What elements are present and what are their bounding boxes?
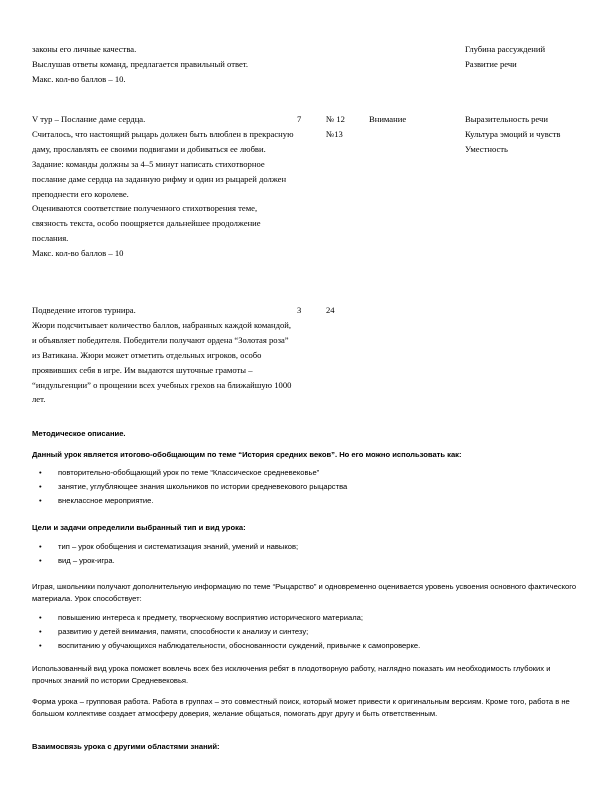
text-line: законы его личные качества.	[32, 44, 137, 54]
list-item: • воспитанию у обучающихся наблюдательности, обоснованности суждений, привычке к самопроверке.	[32, 640, 580, 652]
task-description-cell	[32, 112, 294, 261]
bullet-icon: •	[39, 481, 42, 491]
row-title: Подведение итогов турнира.	[32, 305, 136, 315]
intro-paragraph: Данный урок является итогово-обобщающим по теме “История средних веков”. Но его можно использовать как:	[32, 450, 462, 459]
task-description-cell	[32, 303, 294, 407]
list-item: • занятие, углубляющее знания школьников по истории средневекового рыцарства	[32, 481, 580, 493]
points-line: Макс. кол-во баллов – 10.	[32, 73, 126, 84]
skill-item: Развитие речи	[465, 58, 517, 69]
points-line: Макс. кол-во баллов – 10	[32, 248, 124, 259]
play-paragraph: Играя, школьники получают дополнительную информацию по теме “Рыцарство” и одновременно оценивается уровень усвоения основного фактического материала. Урок способствует:	[32, 582, 577, 604]
list-item: • тип – урок обобщения и систематизация знаний, умений и навыков;	[32, 541, 580, 553]
text-line: Считалось, что настоящий рыцарь должен быть влюблен в прекрасную даму, прославлять ее своими подвигами и добиваться ее любви.	[32, 128, 294, 154]
bullet-icon: •	[39, 495, 42, 505]
links-heading: Взаимосвязь урока с другими областями знаний:	[32, 742, 220, 751]
bullet-icon: •	[39, 640, 42, 650]
uses-list	[32, 467, 580, 508]
bullet-icon: •	[39, 626, 42, 636]
time-cell: 3	[297, 305, 302, 315]
form-cell: Внимание	[369, 114, 407, 124]
list-item: • вид – урок-игра.	[32, 555, 580, 567]
text-line: Задание: команды должны за 4–5 минут написать стихотворное послание даме сердца на заданную рифму и один из рыцарей должен преподнести его королеве.	[32, 158, 287, 199]
bullet-icon: •	[39, 468, 42, 477]
section-heading: Методическое описание.	[32, 429, 126, 438]
skill-item: Глубина рассуждений	[465, 44, 546, 54]
skill-item: Уместность	[465, 143, 508, 154]
tour-title: V тур – Послание даме сердца.	[32, 114, 146, 124]
form-paragraph: Форма урока – групповая работа. Работа в группах – это совместный поиск, который может привести к оригинальным версиям. Кроме того, работа в не большом коллективе создает атмосферу доверия, желание общаться, помогать друг другу и быть ответственным.	[32, 697, 570, 719]
text-line: Жюри подсчитывает количество баллов, набранных каждой командой, и объявляет победителя. Победители получают ордена “Золотая роза” из Ватикана. Жюри может отметить отдельных игроков, особо проявивших себя в игре. Им выдаются шуточные грамоты – “индульгенции” о прощении всех учебных грехов на ближайшую 1000 лет.	[32, 319, 292, 405]
text-line: Оцениваются соответствие полученного стихотворения теме, связность текста, особо поощряется дальнейшее продолжение послания.	[32, 203, 261, 244]
bullet-icon: •	[39, 555, 42, 565]
skills-cell	[465, 42, 585, 72]
used-type-paragraph: Использованный вид урока поможет вовлечь всех без исключения ребят в плодотворную работу, наглядно показать им необходимость глубоких и прочных знаний по истории Средневековья.	[32, 664, 551, 686]
benefits-list	[32, 612, 580, 653]
goals-list	[32, 541, 580, 569]
text-line: Выслушав ответы команд, предлагается правильный ответ.	[32, 58, 249, 69]
time-cell: 7	[297, 114, 302, 124]
bullet-icon: •	[39, 542, 42, 551]
skills-cell	[465, 112, 585, 157]
slide-cell: № 12 №13	[326, 114, 345, 139]
list-item: • внеклассное мероприятие.	[32, 495, 580, 507]
goals-heading: Цели и задачи определили выбранный тип и вид урока:	[32, 523, 246, 532]
list-item: • повышению интереса к предмету, творческому восприятию исторического материала;	[32, 612, 580, 624]
skill-item: Культура эмоций и чувств	[465, 128, 561, 139]
slide-cell: 24	[326, 305, 335, 315]
bullet-icon: •	[39, 613, 42, 622]
list-item: • развитию у детей внимания, памяти, способности к анализу и синтезу;	[32, 626, 580, 638]
list-item: • повторительно-обобщающий урок по теме “Классическое средневековье”	[32, 467, 580, 479]
skill-item: Выразительность речи	[465, 114, 548, 124]
task-description-cell	[32, 42, 294, 87]
